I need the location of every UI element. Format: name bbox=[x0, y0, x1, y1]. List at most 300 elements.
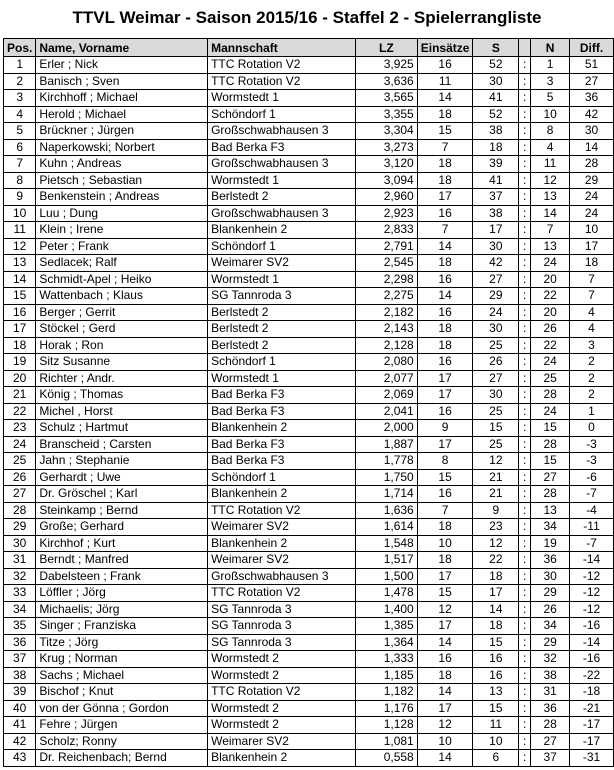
cell-name: Herold ; Michael bbox=[36, 106, 208, 123]
cell-team: Weimarer SV2 bbox=[208, 552, 356, 569]
cell-n: 32 bbox=[531, 651, 570, 668]
cell-name: Horak ; Ron bbox=[36, 337, 208, 354]
cell-pos: 35 bbox=[4, 618, 36, 635]
cell-sep: : bbox=[519, 90, 531, 107]
cell-pos: 17 bbox=[4, 321, 36, 338]
cell-team: Großschwabhausen 3 bbox=[208, 123, 356, 140]
cell-lz: 1,182 bbox=[355, 684, 417, 701]
cell-s: 15 bbox=[473, 700, 519, 717]
cell-einsaetze: 17 bbox=[417, 568, 473, 585]
cell-n: 13 bbox=[531, 502, 570, 519]
cell-lz: 3,636 bbox=[355, 73, 417, 90]
cell-diff: 17 bbox=[570, 238, 614, 255]
cell-pos: 19 bbox=[4, 354, 36, 371]
cell-team: SG Tannroda 3 bbox=[208, 634, 356, 651]
cell-einsaetze: 8 bbox=[417, 453, 473, 470]
cell-pos: 38 bbox=[4, 667, 36, 684]
cell-lz: 2,182 bbox=[355, 304, 417, 321]
cell-n: 34 bbox=[531, 519, 570, 536]
cell-diff: -14 bbox=[570, 552, 614, 569]
cell-einsaetze: 18 bbox=[417, 552, 473, 569]
cell-s: 21 bbox=[473, 486, 519, 503]
cell-lz: 0,558 bbox=[355, 750, 417, 767]
cell-lz: 2,298 bbox=[355, 271, 417, 288]
cell-diff: 51 bbox=[570, 57, 614, 74]
cell-einsaetze: 16 bbox=[417, 651, 473, 668]
cell-sep: : bbox=[519, 370, 531, 387]
cell-name: Brückner ; Jürgen bbox=[36, 123, 208, 140]
header-pos: Pos. bbox=[4, 39, 36, 57]
header-einsaetze: Einsätze bbox=[417, 39, 473, 57]
cell-diff: 24 bbox=[570, 205, 614, 222]
cell-sep: : bbox=[519, 519, 531, 536]
cell-diff: 4 bbox=[570, 304, 614, 321]
cell-lz: 2,143 bbox=[355, 321, 417, 338]
cell-team: Wormstedt 1 bbox=[208, 370, 356, 387]
cell-pos: 3 bbox=[4, 90, 36, 107]
table-row bbox=[4, 387, 614, 404]
table-row bbox=[4, 255, 614, 272]
cell-lz: 1,636 bbox=[355, 502, 417, 519]
cell-name: Dr. Gröschel ; Karl bbox=[36, 486, 208, 503]
cell-diff: -14 bbox=[570, 634, 614, 651]
cell-lz: 1,128 bbox=[355, 717, 417, 734]
cell-diff: -7 bbox=[570, 535, 614, 552]
table-row bbox=[4, 519, 614, 536]
header-name: Name, Vorname bbox=[36, 39, 208, 57]
cell-lz: 1,176 bbox=[355, 700, 417, 717]
cell-n: 15 bbox=[531, 453, 570, 470]
cell-pos: 15 bbox=[4, 288, 36, 305]
cell-diff: -18 bbox=[570, 684, 614, 701]
cell-lz: 1,714 bbox=[355, 486, 417, 503]
cell-einsaetze: 18 bbox=[417, 519, 473, 536]
table-row bbox=[4, 189, 614, 206]
cell-n: 20 bbox=[531, 304, 570, 321]
cell-diff: 7 bbox=[570, 288, 614, 305]
cell-team: Schöndorf 1 bbox=[208, 106, 356, 123]
cell-pos: 20 bbox=[4, 370, 36, 387]
cell-team: SG Tannroda 3 bbox=[208, 601, 356, 618]
cell-einsaetze: 17 bbox=[417, 387, 473, 404]
cell-team: Blankenhein 2 bbox=[208, 222, 356, 239]
cell-sep: : bbox=[519, 403, 531, 420]
cell-sep: : bbox=[519, 73, 531, 90]
cell-name: Luu ; Dung bbox=[36, 205, 208, 222]
cell-sep: : bbox=[519, 436, 531, 453]
table-row bbox=[4, 535, 614, 552]
cell-pos: 24 bbox=[4, 436, 36, 453]
cell-s: 38 bbox=[473, 123, 519, 140]
cell-sep: : bbox=[519, 502, 531, 519]
cell-n: 28 bbox=[531, 436, 570, 453]
cell-name: Kuhn ; Andreas bbox=[36, 156, 208, 173]
cell-einsaetze: 14 bbox=[417, 238, 473, 255]
cell-einsaetze: 17 bbox=[417, 436, 473, 453]
table-row bbox=[4, 420, 614, 437]
cell-lz: 1,778 bbox=[355, 453, 417, 470]
cell-pos: 9 bbox=[4, 189, 36, 206]
cell-einsaetze: 16 bbox=[417, 271, 473, 288]
table-row bbox=[4, 123, 614, 140]
cell-einsaetze: 7 bbox=[417, 222, 473, 239]
table-row bbox=[4, 139, 614, 156]
cell-sep: : bbox=[519, 618, 531, 635]
table-row bbox=[4, 222, 614, 239]
cell-sep: : bbox=[519, 700, 531, 717]
cell-diff: 2 bbox=[570, 370, 614, 387]
cell-sep: : bbox=[519, 255, 531, 272]
cell-diff: -22 bbox=[570, 667, 614, 684]
cell-einsaetze: 16 bbox=[417, 354, 473, 371]
cell-s: 25 bbox=[473, 337, 519, 354]
cell-team: Wormstedt 1 bbox=[208, 172, 356, 189]
table-row bbox=[4, 717, 614, 734]
cell-s: 17 bbox=[473, 585, 519, 602]
cell-einsaetze: 15 bbox=[417, 469, 473, 486]
cell-s: 10 bbox=[473, 733, 519, 750]
table-row bbox=[4, 172, 614, 189]
table-row bbox=[4, 238, 614, 255]
cell-team: TTC Rotation V2 bbox=[208, 684, 356, 701]
cell-team: Wormstedt 1 bbox=[208, 90, 356, 107]
cell-team: Wormstedt 2 bbox=[208, 651, 356, 668]
cell-n: 26 bbox=[531, 321, 570, 338]
cell-lz: 2,069 bbox=[355, 387, 417, 404]
cell-n: 27 bbox=[531, 733, 570, 750]
cell-name: Branscheid ; Carsten bbox=[36, 436, 208, 453]
cell-pos: 18 bbox=[4, 337, 36, 354]
cell-einsaetze: 12 bbox=[417, 601, 473, 618]
cell-s: 6 bbox=[473, 750, 519, 767]
table-row bbox=[4, 90, 614, 107]
cell-diff: 0 bbox=[570, 420, 614, 437]
cell-team: Wormstedt 2 bbox=[208, 700, 356, 717]
cell-pos: 4 bbox=[4, 106, 36, 123]
cell-n: 22 bbox=[531, 337, 570, 354]
cell-lz: 2,960 bbox=[355, 189, 417, 206]
cell-name: Sitz Susanne bbox=[36, 354, 208, 371]
cell-n: 20 bbox=[531, 271, 570, 288]
cell-n: 8 bbox=[531, 123, 570, 140]
cell-lz: 2,275 bbox=[355, 288, 417, 305]
cell-name: Peter ; Frank bbox=[36, 238, 208, 255]
cell-team: SG Tannroda 3 bbox=[208, 288, 356, 305]
table-row bbox=[4, 57, 614, 74]
cell-einsaetze: 7 bbox=[417, 139, 473, 156]
cell-diff: 2 bbox=[570, 387, 614, 404]
cell-name: Steinkamp ; Bernd bbox=[36, 502, 208, 519]
cell-name: Naperkowski; Norbert bbox=[36, 139, 208, 156]
cell-s: 41 bbox=[473, 172, 519, 189]
cell-s: 30 bbox=[473, 387, 519, 404]
cell-n: 28 bbox=[531, 486, 570, 503]
cell-n: 30 bbox=[531, 568, 570, 585]
cell-lz: 3,273 bbox=[355, 139, 417, 156]
cell-pos: 43 bbox=[4, 750, 36, 767]
cell-team: Bad Berka F3 bbox=[208, 403, 356, 420]
header-n: N bbox=[531, 39, 570, 57]
cell-s: 42 bbox=[473, 255, 519, 272]
cell-s: 23 bbox=[473, 519, 519, 536]
cell-n: 26 bbox=[531, 601, 570, 618]
cell-einsaetze: 18 bbox=[417, 255, 473, 272]
cell-s: 12 bbox=[473, 535, 519, 552]
cell-sep: : bbox=[519, 321, 531, 338]
cell-n: 19 bbox=[531, 535, 570, 552]
cell-pos: 42 bbox=[4, 733, 36, 750]
cell-einsaetze: 16 bbox=[417, 205, 473, 222]
cell-pos: 40 bbox=[4, 700, 36, 717]
cell-diff: 29 bbox=[570, 172, 614, 189]
cell-sep: : bbox=[519, 750, 531, 767]
cell-lz: 1,385 bbox=[355, 618, 417, 635]
cell-n: 12 bbox=[531, 172, 570, 189]
cell-s: 13 bbox=[473, 684, 519, 701]
cell-s: 25 bbox=[473, 403, 519, 420]
cell-diff: -21 bbox=[570, 700, 614, 717]
cell-pos: 32 bbox=[4, 568, 36, 585]
cell-sep: : bbox=[519, 106, 531, 123]
ranking-table bbox=[3, 38, 614, 767]
cell-n: 38 bbox=[531, 667, 570, 684]
cell-team: Wormstedt 2 bbox=[208, 667, 356, 684]
cell-diff: 42 bbox=[570, 106, 614, 123]
cell-einsaetze: 14 bbox=[417, 90, 473, 107]
cell-lz: 1,185 bbox=[355, 667, 417, 684]
cell-sep: : bbox=[519, 585, 531, 602]
cell-lz: 2,833 bbox=[355, 222, 417, 239]
table-row bbox=[4, 469, 614, 486]
cell-sep: : bbox=[519, 337, 531, 354]
header-row bbox=[4, 39, 614, 57]
cell-name: Dr. Reichenbach; Bernd bbox=[36, 750, 208, 767]
cell-lz: 2,041 bbox=[355, 403, 417, 420]
cell-lz: 1,887 bbox=[355, 436, 417, 453]
cell-pos: 41 bbox=[4, 717, 36, 734]
cell-name: Michel , Horst bbox=[36, 403, 208, 420]
cell-sep: : bbox=[519, 139, 531, 156]
cell-team: Blankenhein 2 bbox=[208, 535, 356, 552]
cell-pos: 33 bbox=[4, 585, 36, 602]
cell-team: Berlstedt 2 bbox=[208, 304, 356, 321]
cell-pos: 27 bbox=[4, 486, 36, 503]
cell-team: Bad Berka F3 bbox=[208, 436, 356, 453]
table-row bbox=[4, 585, 614, 602]
cell-name: Fehre ; Jürgen bbox=[36, 717, 208, 734]
cell-n: 29 bbox=[531, 634, 570, 651]
cell-sep: : bbox=[519, 535, 531, 552]
cell-lz: 1,364 bbox=[355, 634, 417, 651]
cell-lz: 1,333 bbox=[355, 651, 417, 668]
cell-n: 10 bbox=[531, 106, 570, 123]
cell-name: Kirchhoff ; Michael bbox=[36, 90, 208, 107]
cell-s: 27 bbox=[473, 370, 519, 387]
cell-diff: 10 bbox=[570, 222, 614, 239]
cell-einsaetze: 9 bbox=[417, 420, 473, 437]
cell-s: 14 bbox=[473, 601, 519, 618]
cell-team: Weimarer SV2 bbox=[208, 733, 356, 750]
cell-n: 4 bbox=[531, 139, 570, 156]
cell-n: 29 bbox=[531, 585, 570, 602]
cell-pos: 31 bbox=[4, 552, 36, 569]
cell-sep: : bbox=[519, 57, 531, 74]
cell-einsaetze: 18 bbox=[417, 172, 473, 189]
cell-einsaetze: 17 bbox=[417, 370, 473, 387]
cell-pos: 7 bbox=[4, 156, 36, 173]
cell-diff: 24 bbox=[570, 189, 614, 206]
table-row bbox=[4, 651, 614, 668]
cell-team: TTC Rotation V2 bbox=[208, 57, 356, 74]
cell-n: 34 bbox=[531, 618, 570, 635]
cell-s: 18 bbox=[473, 618, 519, 635]
cell-pos: 11 bbox=[4, 222, 36, 239]
cell-sep: : bbox=[519, 717, 531, 734]
cell-diff: -7 bbox=[570, 486, 614, 503]
cell-sep: : bbox=[519, 205, 531, 222]
cell-name: Gerhardt ; Uwe bbox=[36, 469, 208, 486]
cell-pos: 29 bbox=[4, 519, 36, 536]
cell-pos: 8 bbox=[4, 172, 36, 189]
cell-name: Krug ; Norman bbox=[36, 651, 208, 668]
cell-einsaetze: 15 bbox=[417, 585, 473, 602]
cell-lz: 1,081 bbox=[355, 733, 417, 750]
header-team: Mannschaft bbox=[208, 39, 356, 57]
table-row bbox=[4, 733, 614, 750]
cell-lz: 3,565 bbox=[355, 90, 417, 107]
cell-einsaetze: 18 bbox=[417, 321, 473, 338]
table-row bbox=[4, 271, 614, 288]
cell-name: Pietsch ; Sebastian bbox=[36, 172, 208, 189]
cell-sep: : bbox=[519, 172, 531, 189]
cell-einsaetze: 18 bbox=[417, 106, 473, 123]
cell-einsaetze: 17 bbox=[417, 189, 473, 206]
cell-name: Jahn ; Stephanie bbox=[36, 453, 208, 470]
cell-diff: -12 bbox=[570, 585, 614, 602]
cell-team: TTC Rotation V2 bbox=[208, 502, 356, 519]
cell-s: 18 bbox=[473, 568, 519, 585]
cell-einsaetze: 18 bbox=[417, 156, 473, 173]
cell-s: 29 bbox=[473, 288, 519, 305]
cell-sep: : bbox=[519, 288, 531, 305]
cell-diff: 7 bbox=[570, 271, 614, 288]
cell-lz: 2,545 bbox=[355, 255, 417, 272]
table-row bbox=[4, 601, 614, 618]
cell-sep: : bbox=[519, 601, 531, 618]
cell-team: Weimarer SV2 bbox=[208, 255, 356, 272]
cell-sep: : bbox=[519, 189, 531, 206]
cell-sep: : bbox=[519, 552, 531, 569]
cell-lz: 2,923 bbox=[355, 205, 417, 222]
cell-s: 30 bbox=[473, 321, 519, 338]
cell-n: 11 bbox=[531, 156, 570, 173]
cell-name: Klein ; Irene bbox=[36, 222, 208, 239]
table-row bbox=[4, 321, 614, 338]
cell-pos: 10 bbox=[4, 205, 36, 222]
cell-lz: 1,548 bbox=[355, 535, 417, 552]
cell-name: Sedlacek; Ralf bbox=[36, 255, 208, 272]
table-row bbox=[4, 453, 614, 470]
cell-team: Berlstedt 2 bbox=[208, 337, 356, 354]
cell-diff: -3 bbox=[570, 436, 614, 453]
cell-lz: 3,094 bbox=[355, 172, 417, 189]
cell-s: 15 bbox=[473, 420, 519, 437]
cell-sep: : bbox=[519, 420, 531, 437]
cell-pos: 28 bbox=[4, 502, 36, 519]
cell-einsaetze: 17 bbox=[417, 700, 473, 717]
cell-pos: 5 bbox=[4, 123, 36, 140]
cell-einsaetze: 12 bbox=[417, 717, 473, 734]
cell-pos: 13 bbox=[4, 255, 36, 272]
header-s: S bbox=[473, 39, 519, 57]
cell-team: SG Tannroda 3 bbox=[208, 618, 356, 635]
table-row bbox=[4, 288, 614, 305]
cell-team: Großschwabhausen 3 bbox=[208, 156, 356, 173]
cell-n: 15 bbox=[531, 420, 570, 437]
cell-team: TTC Rotation V2 bbox=[208, 73, 356, 90]
header-sep bbox=[519, 39, 531, 57]
cell-s: 39 bbox=[473, 156, 519, 173]
cell-diff: -4 bbox=[570, 502, 614, 519]
table-row bbox=[4, 403, 614, 420]
cell-name: von der Gönna ; Gordon bbox=[36, 700, 208, 717]
cell-team: Blankenhein 2 bbox=[208, 420, 356, 437]
cell-diff: -16 bbox=[570, 618, 614, 635]
table-row bbox=[4, 552, 614, 569]
cell-name: Richter ; Andr. bbox=[36, 370, 208, 387]
cell-sep: : bbox=[519, 684, 531, 701]
cell-einsaetze: 14 bbox=[417, 288, 473, 305]
cell-einsaetze: 18 bbox=[417, 337, 473, 354]
cell-pos: 14 bbox=[4, 271, 36, 288]
cell-name: Schmidt-Apel ; Heiko bbox=[36, 271, 208, 288]
cell-lz: 2,000 bbox=[355, 420, 417, 437]
cell-n: 22 bbox=[531, 288, 570, 305]
table-row bbox=[4, 370, 614, 387]
cell-team: Schöndorf 1 bbox=[208, 238, 356, 255]
cell-einsaetze: 18 bbox=[417, 667, 473, 684]
cell-lz: 1,500 bbox=[355, 568, 417, 585]
cell-n: 7 bbox=[531, 222, 570, 239]
cell-pos: 34 bbox=[4, 601, 36, 618]
cell-lz: 3,925 bbox=[355, 57, 417, 74]
cell-name: Sachs ; Michael bbox=[36, 667, 208, 684]
cell-lz: 1,614 bbox=[355, 519, 417, 536]
cell-sep: : bbox=[519, 486, 531, 503]
cell-sep: : bbox=[519, 304, 531, 321]
cell-pos: 39 bbox=[4, 684, 36, 701]
cell-sep: : bbox=[519, 469, 531, 486]
table-row bbox=[4, 337, 614, 354]
table-row bbox=[4, 667, 614, 684]
cell-s: 11 bbox=[473, 717, 519, 734]
cell-pos: 37 bbox=[4, 651, 36, 668]
cell-diff: 14 bbox=[570, 139, 614, 156]
cell-s: 16 bbox=[473, 651, 519, 668]
cell-diff: -17 bbox=[570, 733, 614, 750]
cell-lz: 1,478 bbox=[355, 585, 417, 602]
cell-n: 13 bbox=[531, 189, 570, 206]
cell-name: Stöckel ; Gerd bbox=[36, 321, 208, 338]
cell-team: Blankenhein 2 bbox=[208, 750, 356, 767]
cell-lz: 1,750 bbox=[355, 469, 417, 486]
cell-pos: 25 bbox=[4, 453, 36, 470]
cell-einsaetze: 10 bbox=[417, 733, 473, 750]
cell-team: Wormstedt 2 bbox=[208, 717, 356, 734]
cell-diff: 30 bbox=[570, 123, 614, 140]
table-row bbox=[4, 73, 614, 90]
cell-team: Großschwabhausen 3 bbox=[208, 205, 356, 222]
